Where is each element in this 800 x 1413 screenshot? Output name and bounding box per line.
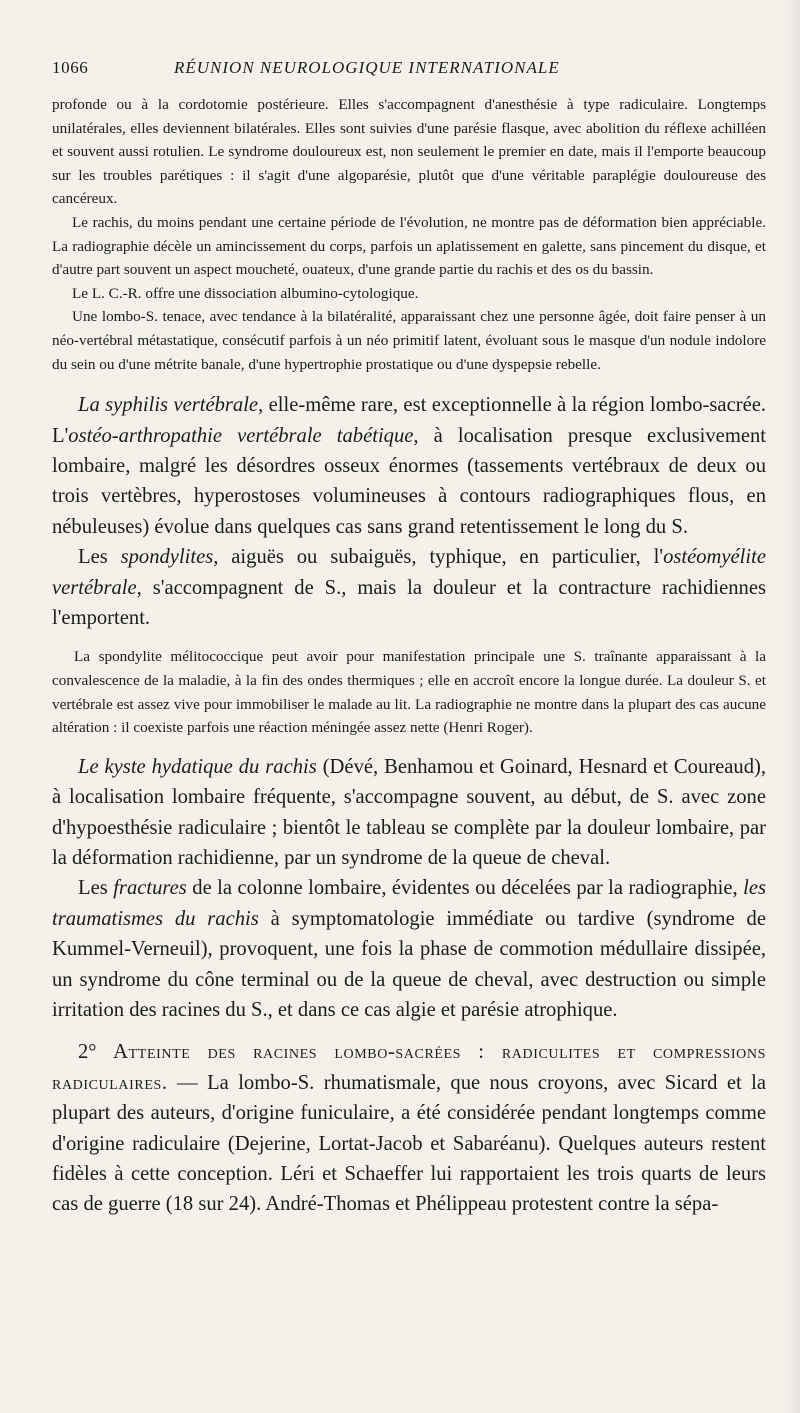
paragraph: La spondylite mélitococcique peut avoir pour manifestation principale une S. traînante apparaissant à la convalescence de la maladie, à la fin des ondes thermiques ; elle en accroît encore la longue durée. La douleur S. et vertébrale est assez vive pour immobiliser le malade au lit. La radiographie ne montre dans la plupart des cas aucune altération : il coexiste parfois une réaction méningée assez nette (Henri Roger).: [52, 648, 766, 737]
text-run: (Dévé, Benhamou et Goinard, Hesnard et Coureaud), à localisation lombaire fréquente, s'accompagne souvent, au début, de S. avec zone d'hypoesthésie radiculaire ; bientôt le tableau se complète par la douleur lombaire, par la déformation rachidienne, par un syndrome de la queue de cheval.: [52, 755, 766, 869]
text-run: , aiguës ou subaiguës, typhique, en particulier, l': [213, 546, 664, 569]
running-title: RÉUNION NEUROLOGIQUE INTERNATIONALE: [174, 58, 560, 77]
paragraph: [52, 390, 766, 542]
paragraph-block-3: [52, 645, 766, 739]
italic-term: spondylites: [120, 546, 214, 569]
paragraph: [52, 542, 766, 633]
paragraph: [52, 1037, 766, 1219]
paragraph: Une lombo-S. tenace, avec tendance à la bilatéralité, apparaissant chez une personne âgée, doit faire penser à un néo-vertébral métastatique, consécutif parfois à un néo primitif latent, évoluant sous le masque d'un nodule indolore du sein ou d'une métrite banale, d'une hypertrophie prostatique ou d'une dyspepsie rebelle.: [52, 308, 766, 373]
text-run: Les: [78, 877, 114, 900]
text-run: , s'accompagnent de S., mais la douleur et la contracture rachidiennes l'emportent.: [52, 576, 766, 629]
page-header: [52, 58, 766, 78]
paragraph: Le L. C.-R. offre une dissociation albumino-cytologique.: [72, 284, 419, 302]
text-run: à symptomatologie immédiate ou tardive (syndrome de Kummel-Verneuil), provoquent, une fois la phase de commotion médullaire dissipée, un syndrome du cône terminal ou de la queue de cheval, avec destruction ou simple irritation des racines du S., et dans ce cas algie et parésie atrophique.: [52, 907, 766, 1021]
italic-term: ostéomyélite vertébrale: [52, 546, 766, 599]
text-run: Les: [78, 546, 121, 569]
italic-term: La syphilis vertébrale: [78, 394, 259, 417]
text-run: de la colonne lombaire, évidentes ou décelées par la radiographie,: [186, 877, 744, 900]
paragraph: [52, 873, 766, 1025]
italic-term: les traumatismes du rachis: [52, 877, 767, 930]
italic-term: fractures: [113, 877, 187, 900]
paragraph-block-5: [52, 1037, 766, 1219]
text-run: — La lombo-S. rhumatismale, que nous croyons, avec Sicard et la plupart des auteurs, d'origine funiculaire, a été considérée pendant longtemps comme d'origine radiculaire (Dejerine, Lortat-Jacob et Sabaréanu). Quelques auteurs restent fidèles à cette conception. Léri et Schaeffer lui rapportaient les trois quarts de leurs cas de guerre (18 sur 24). André-Thomas et Phélippeau protestent contre la sépa-: [52, 1071, 766, 1216]
paragraph: Le rachis, du moins pendant une certaine période de l'évolution, ne montre pas de déformation bien appréciable. La radiographie décèle un amincissement du corps, parfois un aplatissement en galette, sans pincement du disque, et d'autre part souvent un aspect moucheté, ouateux, d'une grande partie du rachis et des os du bassin.: [52, 213, 766, 279]
text-run: , elle-même rare, est exceptionnelle à la région lombo-sacrée. L': [52, 394, 766, 447]
paragraph-block-4: [52, 752, 766, 1026]
paragraph: profonde ou à la cordotomie postérieure. Elles s'accompagnent d'anesthésie à type radiculaire. Longtemps unilatérales, elles deviennent bilatérales. Elles sont suivies d'une parésie flasque, avec abolition du réflexe achilléen et souvent aussi rotulien. Le syndrome douloureux est, non seulement le premier en date, mais il l'emporte beaucoup sur les troubles parétiques : il s'agit d'une algoparésie, plutôt que d'une véritable paraplégie douloureuse des cancéreux.: [52, 96, 766, 208]
italic-term: ostéo-arthropathie vertébrale tabétique: [68, 424, 414, 447]
paragraph-block-2: [52, 390, 766, 633]
page-number: 1066: [52, 58, 89, 77]
section-heading: Atteinte des racines lombo-sacrées : radiculites et compressions radiculaires.: [52, 1041, 766, 1094]
section-number: 2°: [78, 1041, 97, 1064]
paragraph-block-1: [52, 93, 766, 376]
paragraph: [52, 752, 766, 874]
italic-term: Le kyste hydatique du rachis: [78, 755, 317, 778]
text-run: , à localisation presque exclusivement lombaire, malgré les désordres osseux énormes (tassements vertébraux de deux ou trois vertèbres, hyperostoses volumineuses à contours radiographiques flous, en nébuleuses) évolue dans quelques cas sans grand retentissement le long du S.: [52, 424, 766, 538]
